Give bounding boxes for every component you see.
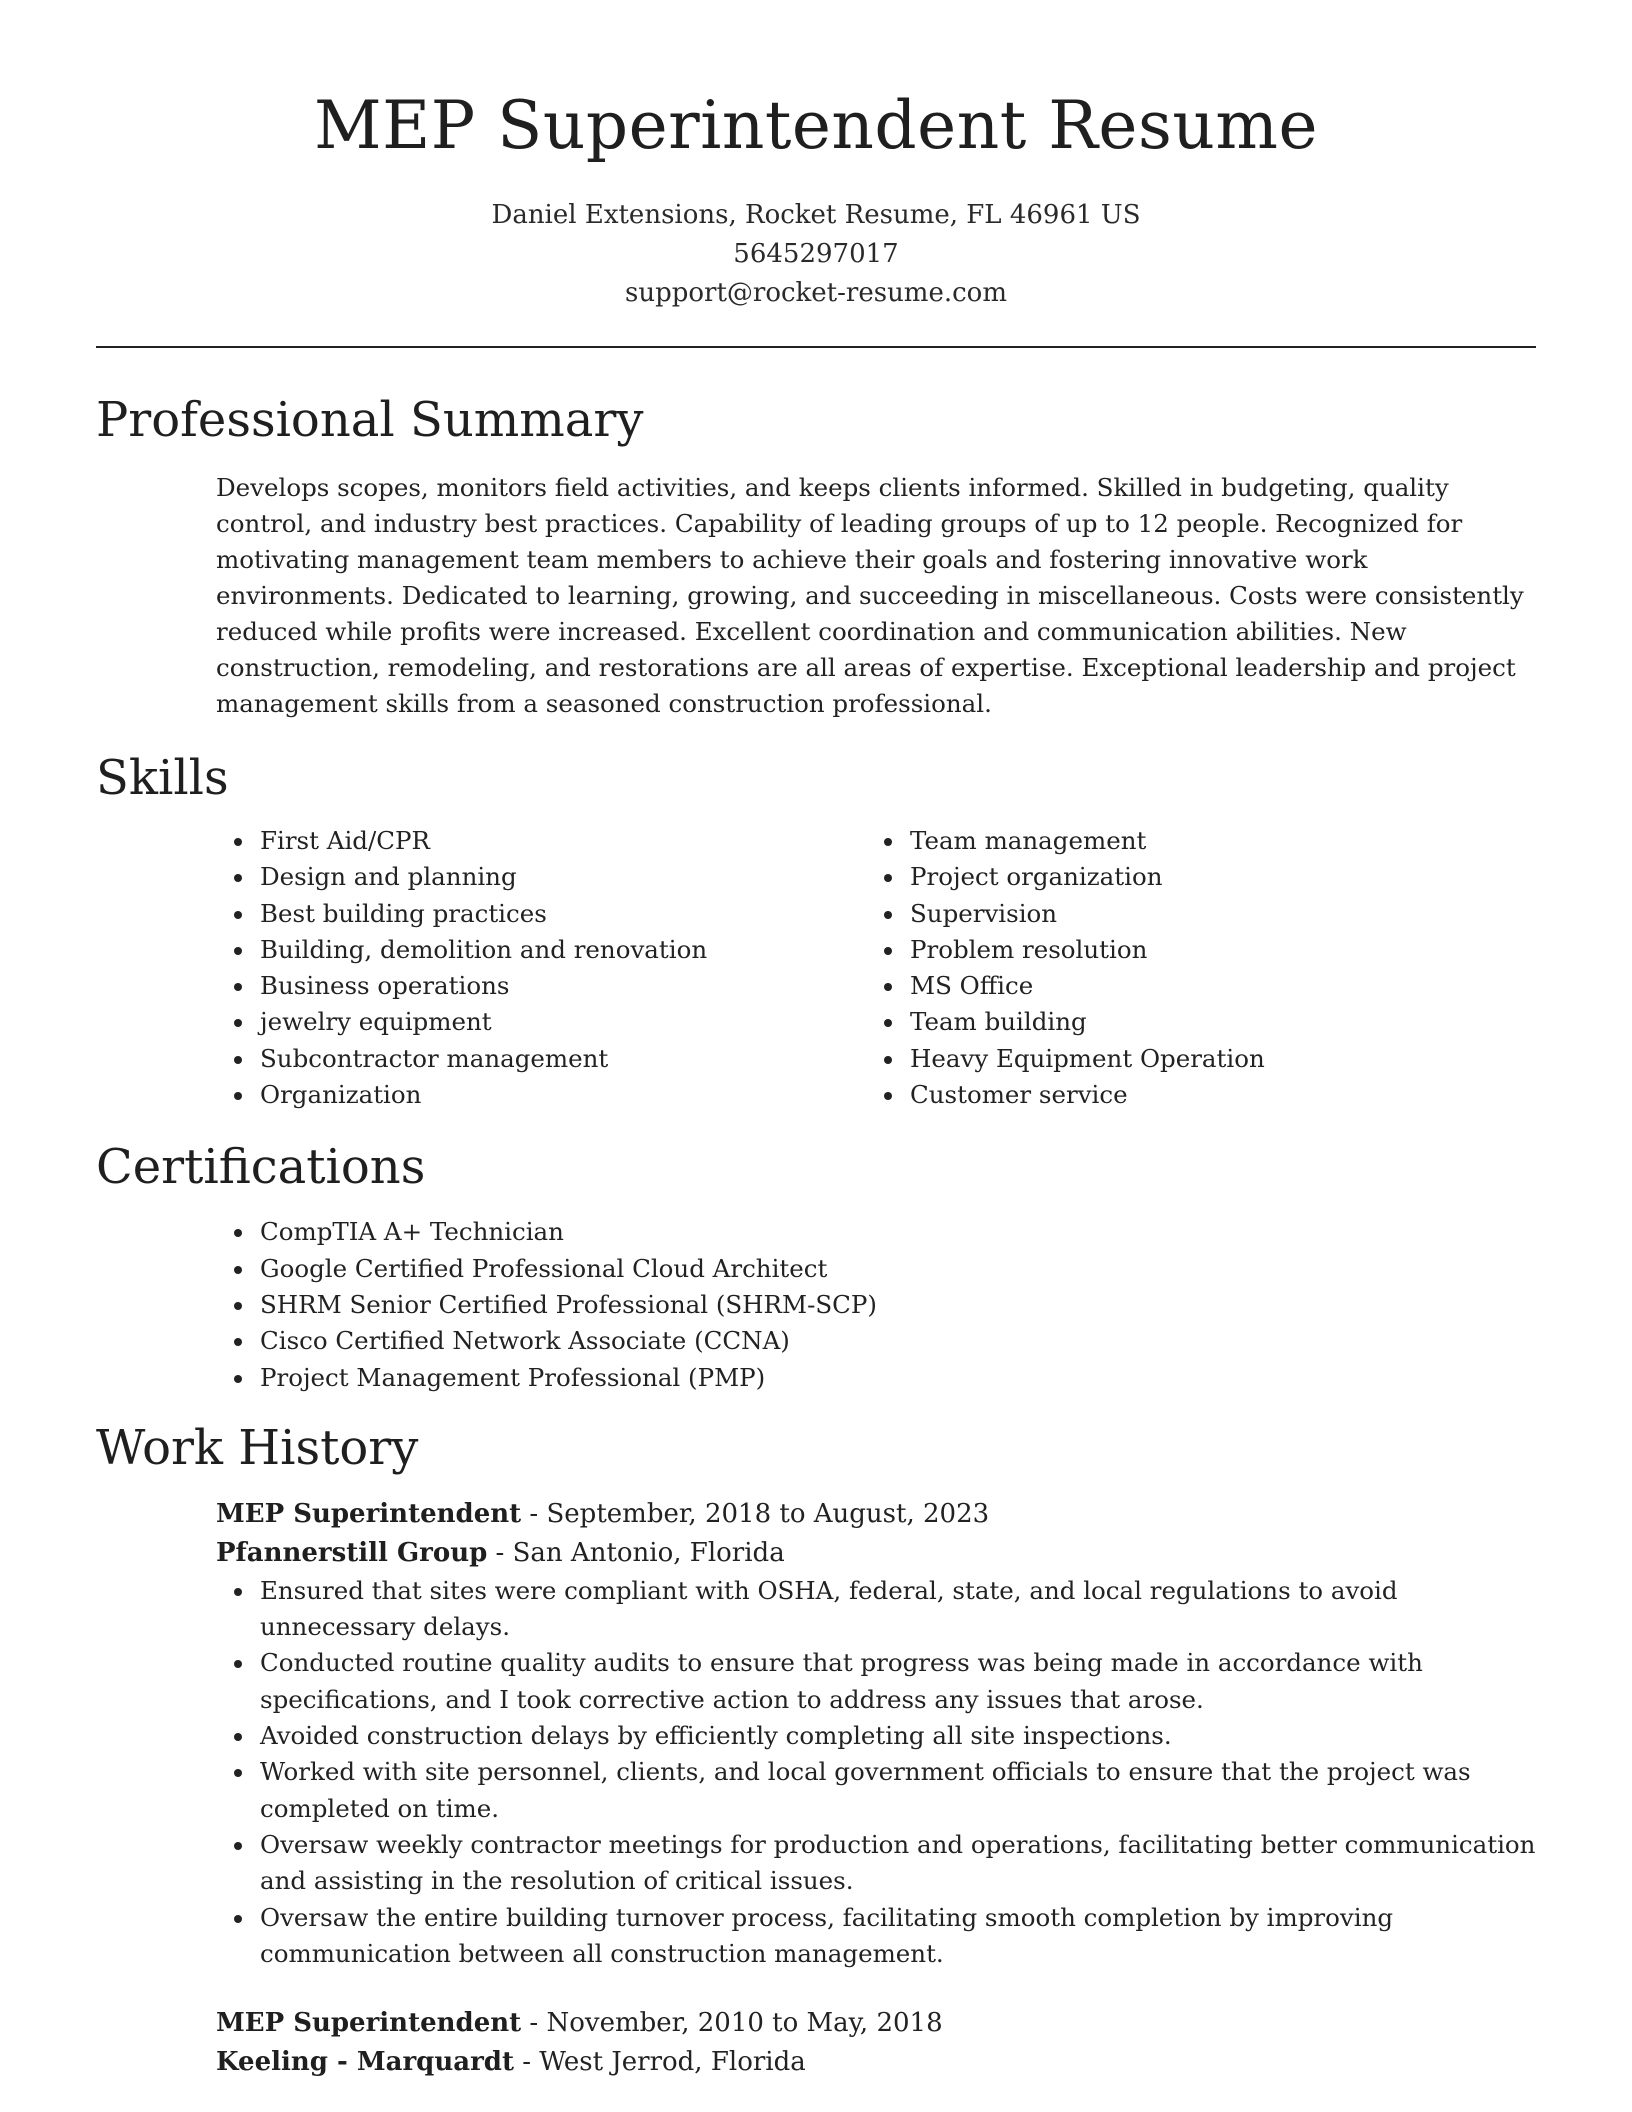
summary-text: Develops scopes, monitors field activities, and keeps clients informed. Skilled in budgeting, quality control, and industry best practices. Capability of leading groups of up to 12 people. Recognized for motivating management team members to achieve their goals and fostering innovative work environments. Dedicated to learning, growing, and succeeding in miscellaneous. Costs were consistently reduced while profits were increased. Excellent coordination and communication abilities. New construction, remodeling, and restorations are all areas of expertise. Exceptional leadership and project management skills from a seasoned construction professional. bbox=[216, 473, 1524, 718]
job-title: MEP Superintendent bbox=[216, 2008, 522, 2039]
list-item: Avoided construction delays by efficiently completing all site inspections. bbox=[260, 1718, 1536, 1754]
list-item: Customer service bbox=[910, 1077, 1516, 1113]
summary-body bbox=[216, 470, 1536, 722]
job-location: - San Antonio, Florida bbox=[487, 1537, 785, 1568]
list-item: Business operations bbox=[260, 968, 866, 1004]
list-item: Project organization bbox=[910, 859, 1516, 895]
job-location: - West Jerrod, Florida bbox=[513, 2047, 806, 2078]
work-history-heading: Work History bbox=[96, 1419, 419, 1476]
certifications-section bbox=[96, 1137, 1536, 1395]
list-item: Ensured that sites were compliant with OSHA, federal, state, and local regulations to avoid unnecessary delays. bbox=[260, 1573, 1536, 1646]
job-dates: - September, 2018 to August, 2023 bbox=[521, 1498, 990, 1529]
list-item: Google Certified Professional Cloud Architect bbox=[260, 1251, 1536, 1287]
list-item: Oversaw the entire building turnover process, facilitating smooth completion by improving communication between all construction management. bbox=[260, 1900, 1536, 1973]
list-item: Team management bbox=[910, 823, 1516, 859]
list-item: Heavy Equipment Operation bbox=[910, 1041, 1516, 1077]
list-item: Cisco Certified Network Associate (CCNA) bbox=[260, 1323, 1536, 1359]
page-title: MEP Superintendent Resume bbox=[313, 87, 1318, 164]
list-item: SHRM Senior Certified Professional (SHRM-SCP) bbox=[260, 1287, 1536, 1323]
summary-heading: Professional Summary bbox=[96, 392, 644, 448]
job-title-line bbox=[216, 2004, 1536, 2043]
list-item: Worked with site personnel, clients, and local government officials to ensure that the project was completed on time. bbox=[260, 1754, 1536, 1827]
skills-list-right bbox=[866, 823, 1516, 1113]
contact-phone: 5645297017 bbox=[733, 239, 899, 269]
list-item: jewelry equipment bbox=[260, 1004, 866, 1040]
resume-page bbox=[96, 0, 1536, 2082]
list-item: Team building bbox=[910, 1004, 1516, 1040]
skills-column-right bbox=[866, 823, 1516, 1113]
job-duties-list bbox=[216, 1573, 1536, 1972]
contact-email: support@rocket-resume.com bbox=[624, 278, 1007, 308]
list-item: Supervision bbox=[910, 896, 1516, 932]
list-item: Design and planning bbox=[260, 859, 866, 895]
list-item: Project Management Professional (PMP) bbox=[260, 1360, 1536, 1396]
contact-block bbox=[96, 196, 1536, 313]
job-company-line bbox=[216, 1534, 1536, 1573]
contact-address: Daniel Extensions, Rocket Resume, FL 46961 US bbox=[491, 200, 1141, 230]
skills-heading: Skills bbox=[96, 750, 229, 806]
job-entry bbox=[216, 1495, 1536, 1972]
job-entry bbox=[216, 2004, 1536, 2082]
list-item: Subcontractor management bbox=[260, 1041, 866, 1077]
job-dates: - November, 2010 to May, 2018 bbox=[521, 2008, 943, 2039]
list-item: First Aid/CPR bbox=[260, 823, 866, 859]
skills-section bbox=[96, 748, 1536, 1113]
certifications-body bbox=[216, 1214, 1536, 1395]
header-divider bbox=[96, 346, 1536, 348]
list-item: Oversaw weekly contractor meetings for production and operations, facilitating better communication and assisting in the resolution of critical issues. bbox=[260, 1827, 1536, 1900]
job-company: Pfannerstill Group bbox=[216, 1537, 488, 1568]
list-item: Building, demolition and renovation bbox=[260, 932, 866, 968]
summary-section bbox=[96, 390, 1536, 722]
list-item: Organization bbox=[260, 1077, 866, 1113]
list-item: Conducted routine quality audits to ensure that progress was being made in accordance with specifications, and I took corrective action to address any issues that arose. bbox=[260, 1645, 1536, 1718]
job-title: MEP Superintendent bbox=[216, 1498, 522, 1529]
list-item: CompTIA A+ Technician bbox=[260, 1214, 1536, 1250]
list-item: Best building practices bbox=[260, 896, 866, 932]
job-company-line bbox=[216, 2043, 1536, 2082]
work-history-section bbox=[96, 1418, 1536, 2082]
skills-list-left bbox=[216, 823, 866, 1113]
job-title-line bbox=[216, 1495, 1536, 1534]
list-item: MS Office bbox=[910, 968, 1516, 1004]
skills-columns bbox=[216, 823, 1536, 1113]
skills-column-left bbox=[216, 823, 866, 1113]
list-item: Problem resolution bbox=[910, 932, 1516, 968]
certifications-list bbox=[216, 1214, 1536, 1395]
certifications-heading: Certifications bbox=[96, 1139, 426, 1196]
job-company: Keeling - Marquardt bbox=[216, 2047, 514, 2078]
